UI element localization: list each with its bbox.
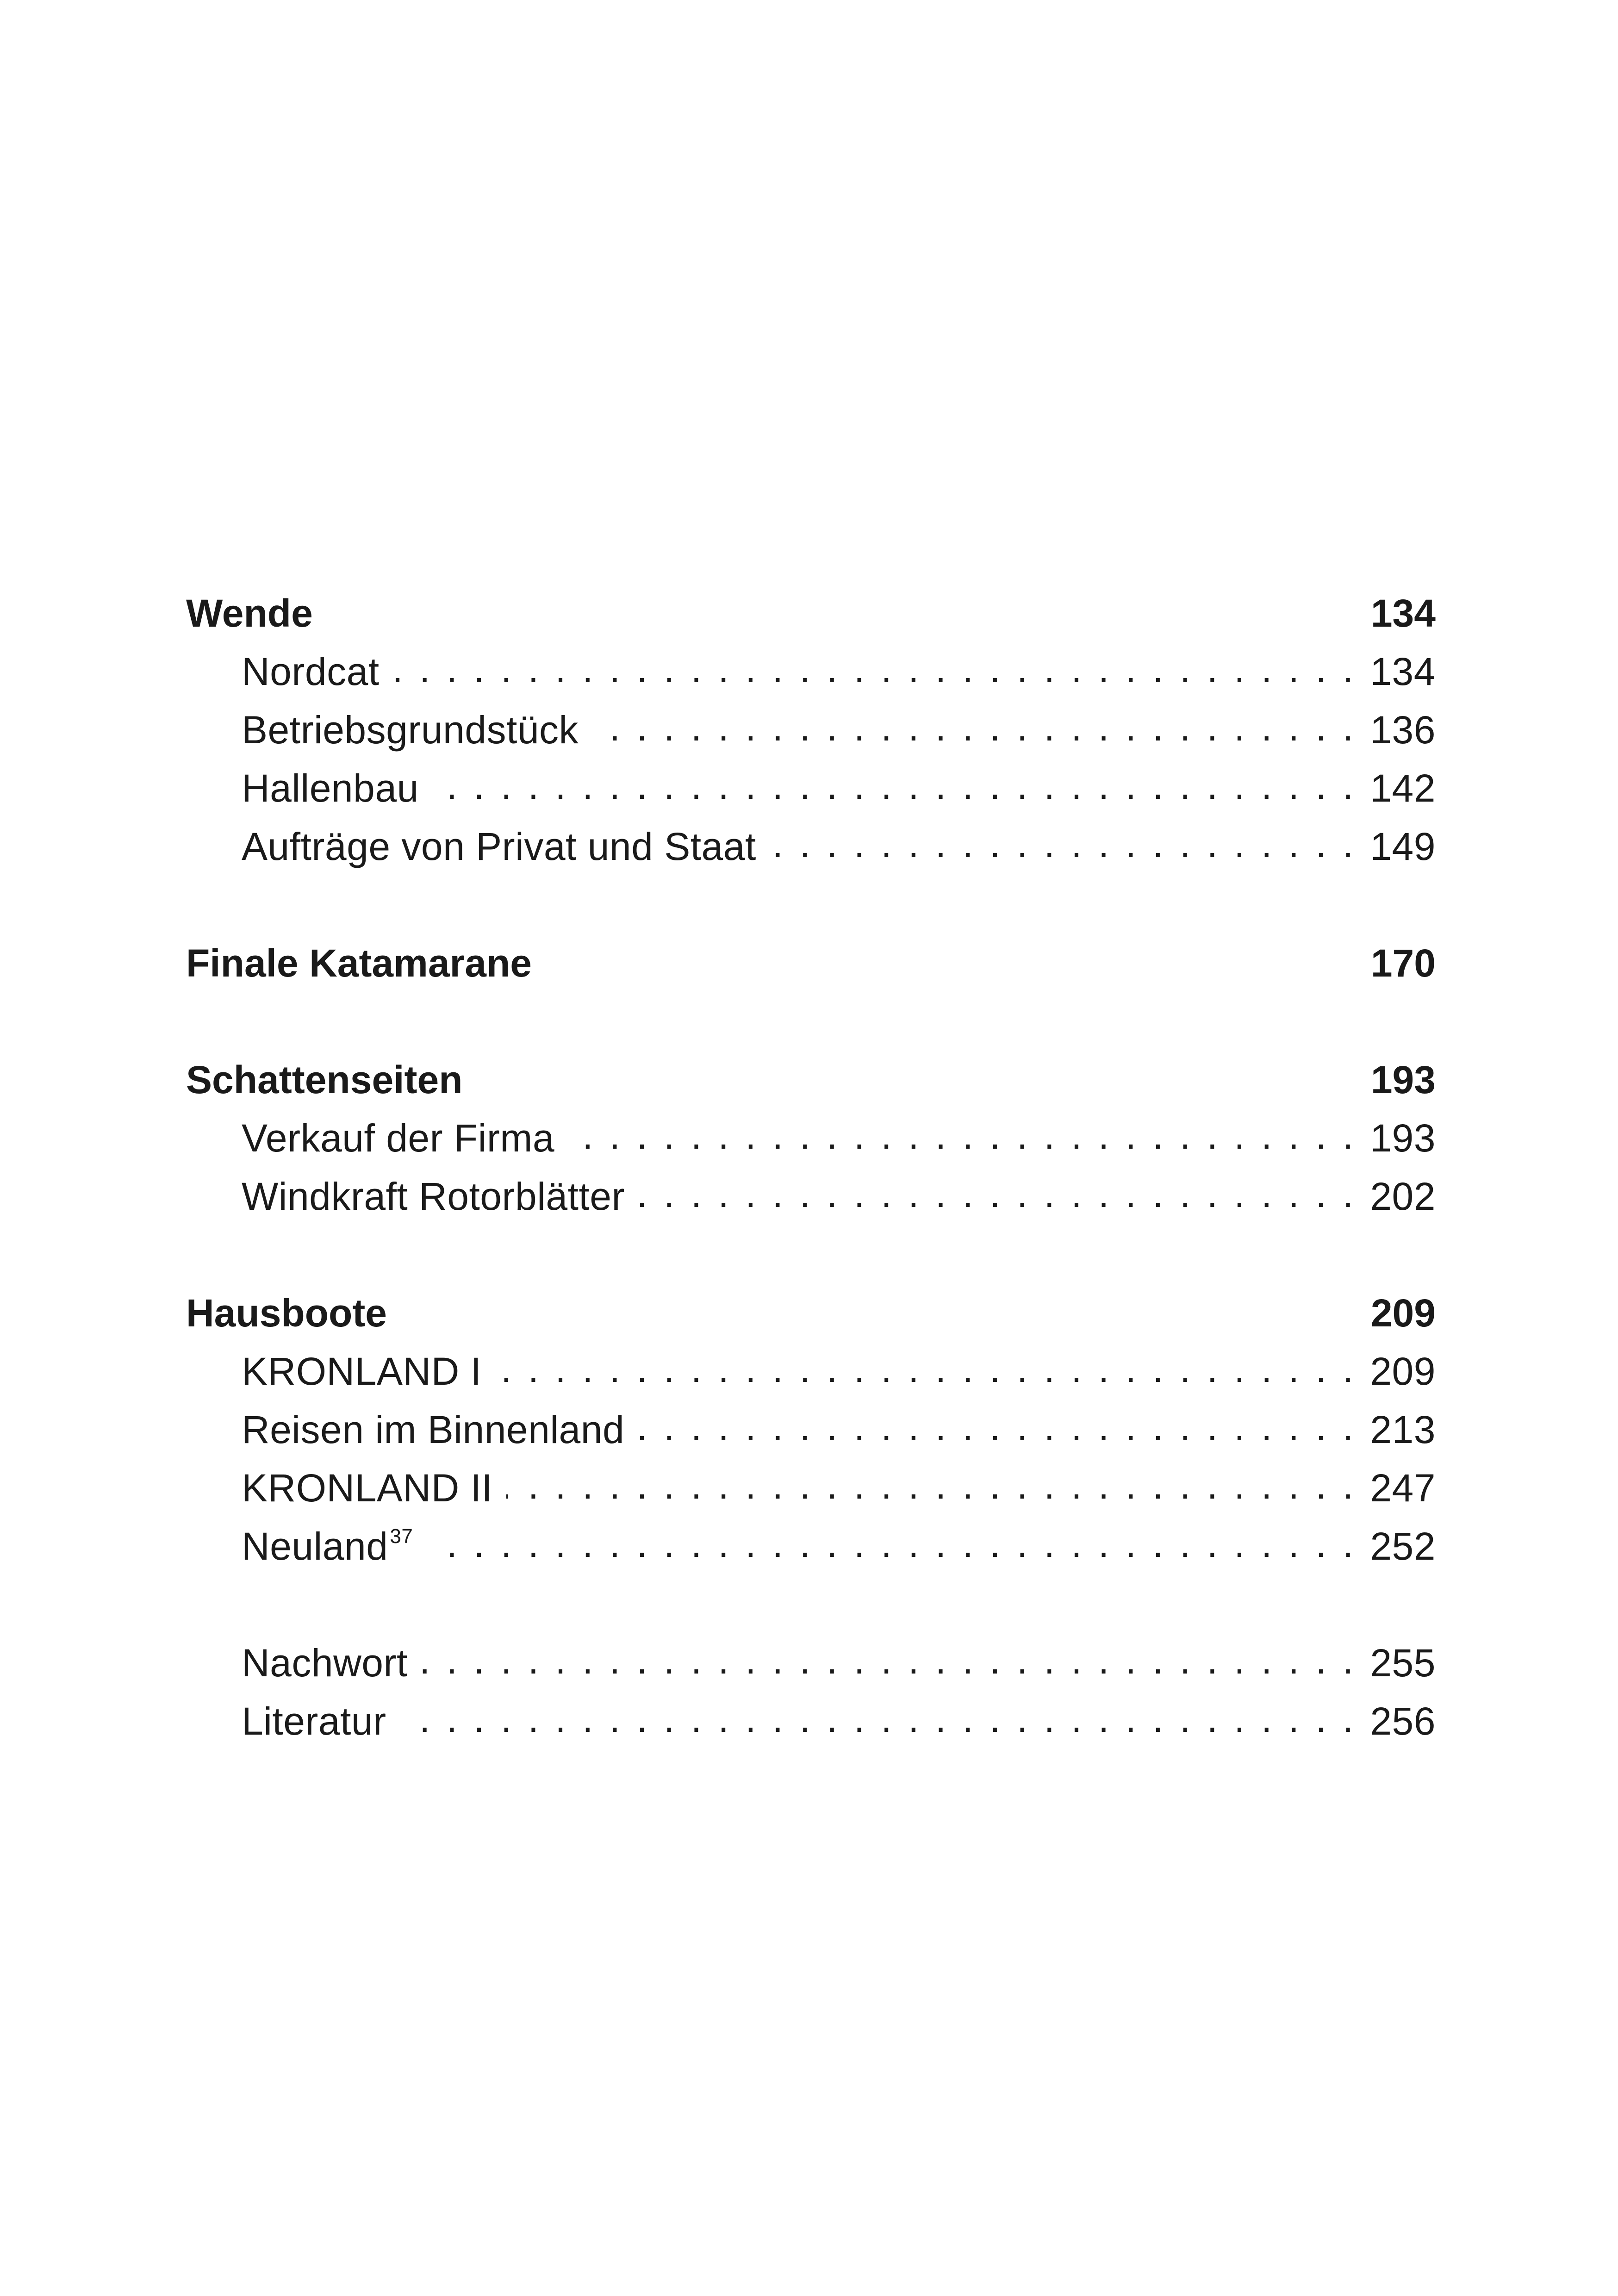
page-number: 256	[1370, 1699, 1436, 1743]
toc-entry[interactable]	[186, 1692, 1436, 1750]
table-of-contents	[186, 584, 1436, 1750]
footnote-marker[interactable]: 37	[390, 1525, 413, 1548]
page-number: 170	[1370, 941, 1436, 985]
section-title: Wende	[186, 591, 313, 635]
entry-title: Windkraft Rotorblätter	[242, 1175, 625, 1218]
toc-entry[interactable]	[186, 817, 1436, 876]
section-gap	[186, 1226, 1436, 1284]
toc-section-hausboote[interactable]	[186, 1284, 1436, 1342]
dot-leader	[427, 1514, 1356, 1573]
section-gap	[186, 1575, 1436, 1634]
dot-leader	[568, 1106, 1356, 1164]
dot-leader	[422, 1631, 1357, 1689]
toc-entry[interactable]	[186, 642, 1436, 701]
toc-entry[interactable]	[186, 1517, 1436, 1575]
entry-title	[242, 1517, 413, 1575]
entry-title: KRONLAND II	[242, 1466, 493, 1510]
dot-leader	[638, 1398, 1356, 1456]
page-number: 213	[1370, 1408, 1436, 1451]
toc-section-schattenseiten[interactable]	[186, 1051, 1436, 1109]
toc-entry[interactable]	[186, 1459, 1436, 1517]
page-number: 247	[1370, 1466, 1436, 1510]
page-number: 209	[1370, 1350, 1436, 1393]
entry-title: Hallenbau	[242, 766, 419, 810]
toc-entry[interactable]	[186, 1167, 1436, 1226]
page-number: 134	[1370, 591, 1436, 635]
page-number: 149	[1370, 825, 1436, 868]
dot-leader	[506, 1456, 1356, 1514]
entry-title: Nordcat	[242, 650, 380, 693]
entry-title: KRONLAND I	[242, 1350, 482, 1393]
entry-title: Aufträge von Privat und Staat	[242, 825, 756, 868]
toc-entry[interactable]	[186, 1634, 1436, 1692]
toc-entry[interactable]	[186, 1400, 1436, 1459]
dot-leader	[433, 756, 1357, 815]
section-gap	[186, 876, 1436, 934]
toc-entry[interactable]	[186, 1109, 1436, 1167]
toc-section-finale[interactable]	[186, 934, 1436, 992]
entry-title: Reisen im Binnenland	[242, 1408, 625, 1451]
dot-leader	[393, 640, 1357, 698]
dot-leader	[592, 698, 1356, 756]
toc-entry[interactable]	[186, 1342, 1436, 1400]
dot-leader	[400, 1689, 1357, 1748]
toc-entry[interactable]	[186, 759, 1436, 817]
section-gap	[186, 992, 1436, 1051]
entry-title: Verkauf der Firma	[242, 1116, 555, 1160]
page-number: 209	[1370, 1291, 1436, 1335]
toc-entry[interactable]	[186, 701, 1436, 759]
page-number: 255	[1370, 1641, 1436, 1685]
page-number: 193	[1370, 1116, 1436, 1160]
entry-title-text: Neuland	[242, 1524, 388, 1568]
page-number: 252	[1370, 1524, 1436, 1568]
entry-title: Betriebsgrundstück	[242, 708, 579, 752]
dot-leader	[495, 1339, 1356, 1398]
section-title: Hausboote	[186, 1291, 387, 1335]
toc-section-wende[interactable]	[186, 584, 1436, 642]
page-number: 202	[1370, 1175, 1436, 1218]
page-number: 134	[1370, 650, 1436, 693]
page-number: 136	[1370, 708, 1436, 752]
entry-title: Literatur	[242, 1699, 386, 1743]
dot-leader	[639, 1164, 1356, 1223]
section-title: Schattenseiten	[186, 1058, 463, 1101]
page-number: 142	[1370, 766, 1436, 810]
dot-leader	[770, 815, 1357, 873]
entry-title: Nachwort	[242, 1641, 408, 1685]
section-title: Finale Katamarane	[186, 941, 532, 985]
page-number: 193	[1370, 1058, 1436, 1101]
